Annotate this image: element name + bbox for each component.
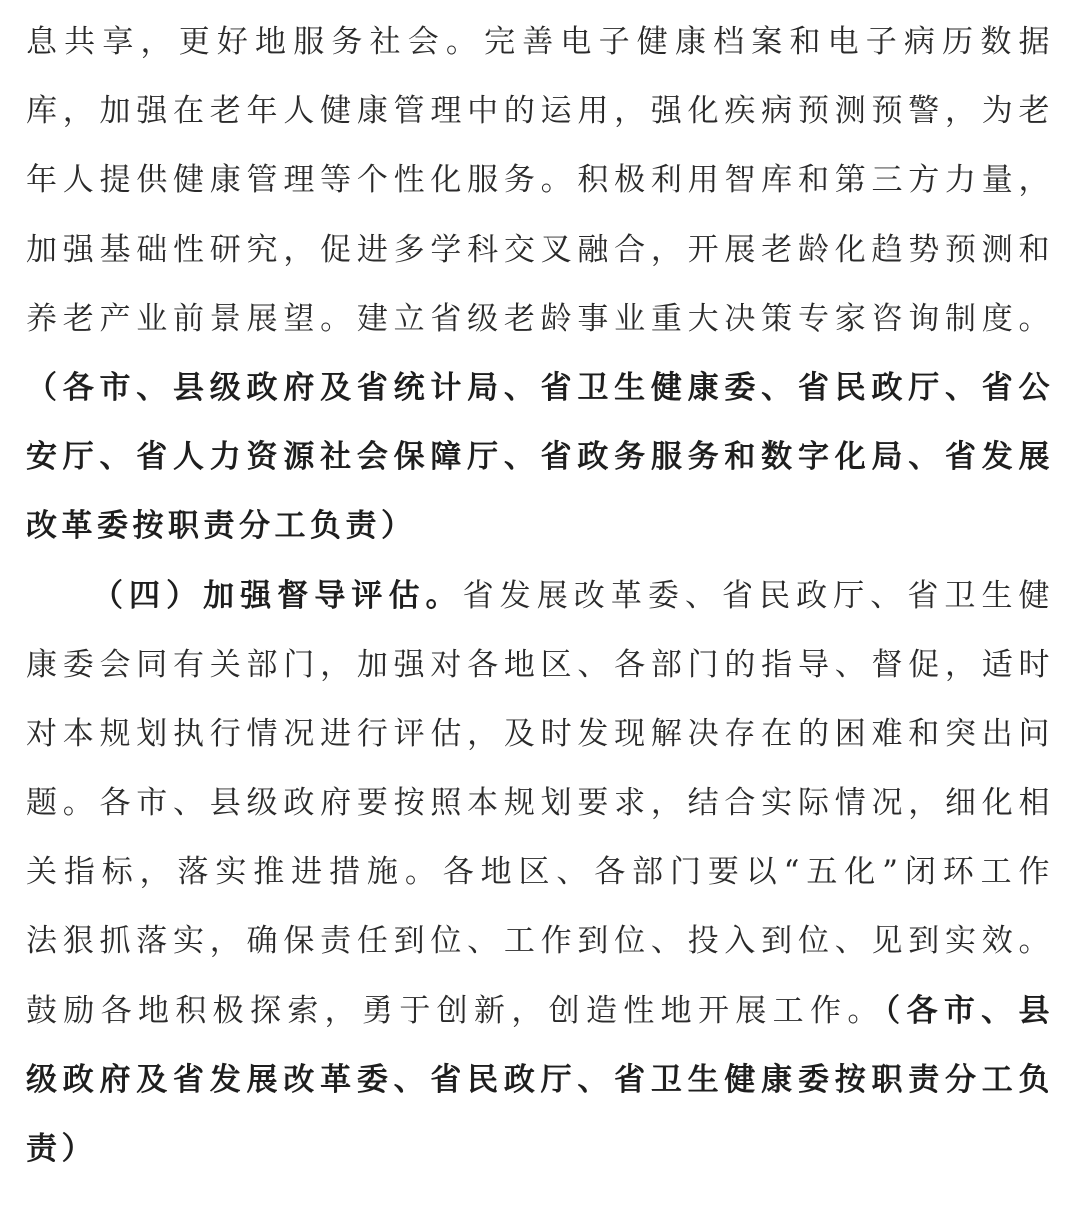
responsible-departments-line: 安厅、省人力资源社会保障厅、省政务服务和数字化局、省发展 bbox=[26, 439, 1054, 476]
text-line: 关指标，落实推进措施。各地区、各部门要以“五化”闭环工作 bbox=[26, 854, 1054, 891]
responsible-departments-line: 责） bbox=[26, 1131, 97, 1167]
text-line: 法狠抓落实，确保责任到位、工作到位、投入到位、见到实效。 bbox=[26, 923, 1054, 960]
text-line: 康委会同有关部门，加强对各地区、各部门的指导、督促，适时 bbox=[26, 646, 1054, 683]
text-line: 题。各市、县级政府要按照本规划要求，结合实际情况，细化相 bbox=[26, 785, 1054, 822]
section-heading-line bbox=[26, 562, 1054, 631]
responsible-departments-line: 改革委按职责分工负责） bbox=[26, 508, 417, 545]
text-line: 息共享，更好地服务社会。完善电子健康档案和电子病历数据 bbox=[26, 24, 1054, 60]
text-line: 年人提供健康管理等个性化服务。积极利用智库和第三方力量， bbox=[26, 162, 1054, 199]
text-line: 库，加强在老年人健康管理中的运用，强化疾病预测预警，为老 bbox=[26, 93, 1054, 130]
responsible-departments-line: 级政府及省发展改革委、省民政厅、省卫生健康委按职责分工负 bbox=[26, 1061, 1054, 1098]
text-line: 养老产业前景展望。建立省级老龄事业重大决策专家咨询制度。 bbox=[26, 300, 1054, 337]
text-segment: 鼓励各地积极探索，勇于创新，创造性地开展工作。 bbox=[26, 992, 885, 1029]
responsible-departments-segment: （各市、县 bbox=[884, 992, 1054, 1029]
text-line bbox=[26, 977, 1054, 1046]
text-line: 加强基础性研究，促进多学科交叉融合，开展老龄化趋势预测和 bbox=[26, 231, 1054, 268]
section-text: 省发展改革委、省民政厅、省卫生健 bbox=[462, 577, 1054, 614]
responsible-departments-line: （各市、县级政府及省统计局、省卫生健康委、省民政厅、省公 bbox=[26, 369, 1054, 406]
section-heading: （四）加强督导评估。 bbox=[92, 577, 463, 614]
text-line: 对本规划执行情况进行评估，及时发现解决存在的困难和突出问 bbox=[26, 715, 1054, 752]
